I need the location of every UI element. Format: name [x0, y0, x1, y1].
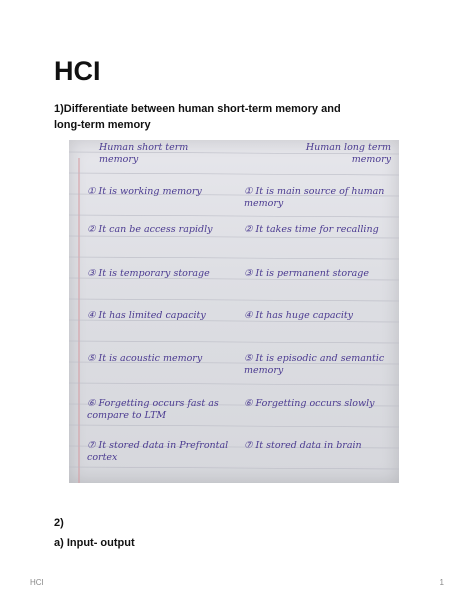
ltm-point-6: ⑥ Forgetting occurs slowly — [244, 398, 375, 409]
stm-point-6: ⑥ Forgetting occurs fast as compare to LTM — [87, 398, 219, 421]
subheading-a: a) Input- output — [54, 537, 135, 549]
ltm-point-3: ③ It is permanent storage — [244, 268, 369, 279]
stm-point-2: ② It can be access rapidly — [87, 224, 213, 235]
ltm-point-5: ⑤ It is episodic and semantic memory — [244, 353, 385, 376]
ltm-point-7: ⑦ It stored data in brain — [244, 440, 362, 451]
stm-point-1: ① It is working memory — [87, 186, 202, 197]
stm-point-5: ⑤ It is acoustic memory — [87, 353, 203, 364]
page-title: HCI — [54, 56, 101, 86]
footer-title: HCI — [30, 578, 44, 587]
stm-point-7: ⑦ It stored data in Prefrontal cortex — [87, 440, 229, 463]
ltm-point-4: ④ It has huge capacity — [244, 310, 354, 321]
page-number: 1 — [439, 578, 444, 587]
stm-point-3: ③ It is temporary storage — [87, 268, 210, 279]
stm-point-4: ④ It has limited capacity — [87, 310, 206, 321]
ltm-point-2: ② It takes time for recalling — [244, 224, 379, 235]
question-1: 1)Differentiate between human short-term memory and long-term memory — [54, 103, 341, 131]
header-stm: Human short term memory — [99, 142, 189, 165]
handwritten-notes-photo — [69, 140, 399, 483]
ltm-point-1: ① It is main source of human memory — [244, 186, 385, 209]
question-2: 2) — [54, 517, 64, 529]
header-ltm: Human long term memory — [305, 142, 391, 165]
